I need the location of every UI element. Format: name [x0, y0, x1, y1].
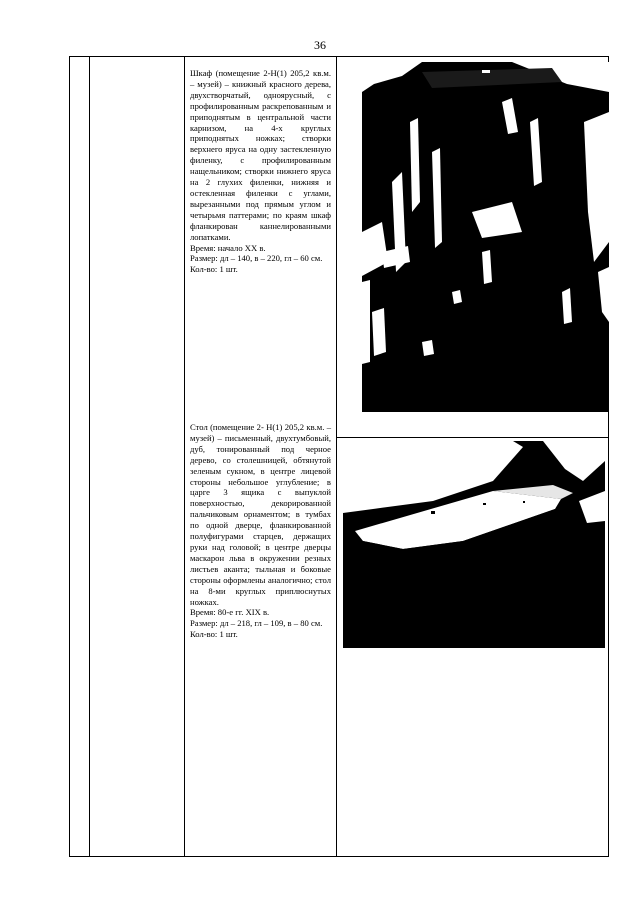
item-description-text: Шкаф (помещение 2-Н(1) 205,2 кв.м. – музей) – книжный красного дерева, двухстворчатый, одноярусный, с профилированным раскрепованным и приподнятым в центральной части карнизом, на 4-х круглых приподнятых ножках; створки верхнего яруса на одну застекленную филенку, с профилированным нащельником; створки нижнего яруса на 2 глухих филенки, нижняя и остекленная филенки с углами, вырезанными под прямым углом и четырьмя паттерами; по краям шкаф фланкирован каннелированными лопатками. — [190, 68, 331, 242]
desk-photo — [343, 441, 605, 648]
row-divider — [336, 437, 608, 438]
column-divider — [184, 57, 185, 856]
desk-photo-image — [343, 441, 605, 648]
item-time: Время: 80-е гг. XIX в. — [190, 607, 270, 618]
item-size: Размер: дл – 140, в – 220, гл – 60 см. — [190, 253, 323, 264]
column-divider — [89, 57, 90, 856]
item-description-cabinet — [190, 68, 331, 275]
item-size: Размер: дл – 218, гл – 109, в – 80 см. — [190, 618, 323, 629]
inventory-table — [69, 56, 609, 857]
column-divider — [336, 57, 337, 856]
item-description-text: Стол (помещение 2- Н(1) 205,2 кв.м. – музей) – письменный, двухтумбовый, дуб, тонированный под черное дерево, со столешницей, обтянутой зеленым сукном, в центре лицевой стороны небольшое углубление; в царге 3 ящика с выпуклой поверхностью, декорированной пальчиковым орнаментом; в тумбах по одной дверце, фланкированной полуфигурами старцев, держащих руки над головой; в центре дверцы маскарон льва в окружении резных листьев аканта; тыльная и боковые стороны оформлены аналогично; стол на 8-ми круглых приплюснутых ножках. — [190, 422, 331, 607]
item-quantity: Кол-во: 1 шт. — [190, 264, 238, 275]
cabinet-photo-image — [362, 62, 609, 412]
item-time: Время: начало XX в. — [190, 242, 266, 253]
cabinet-photo — [362, 62, 609, 412]
item-quantity: Кол-во: 1 шт. — [190, 629, 238, 640]
page-number: 36 — [314, 38, 326, 52]
item-description-desk — [190, 422, 331, 640]
